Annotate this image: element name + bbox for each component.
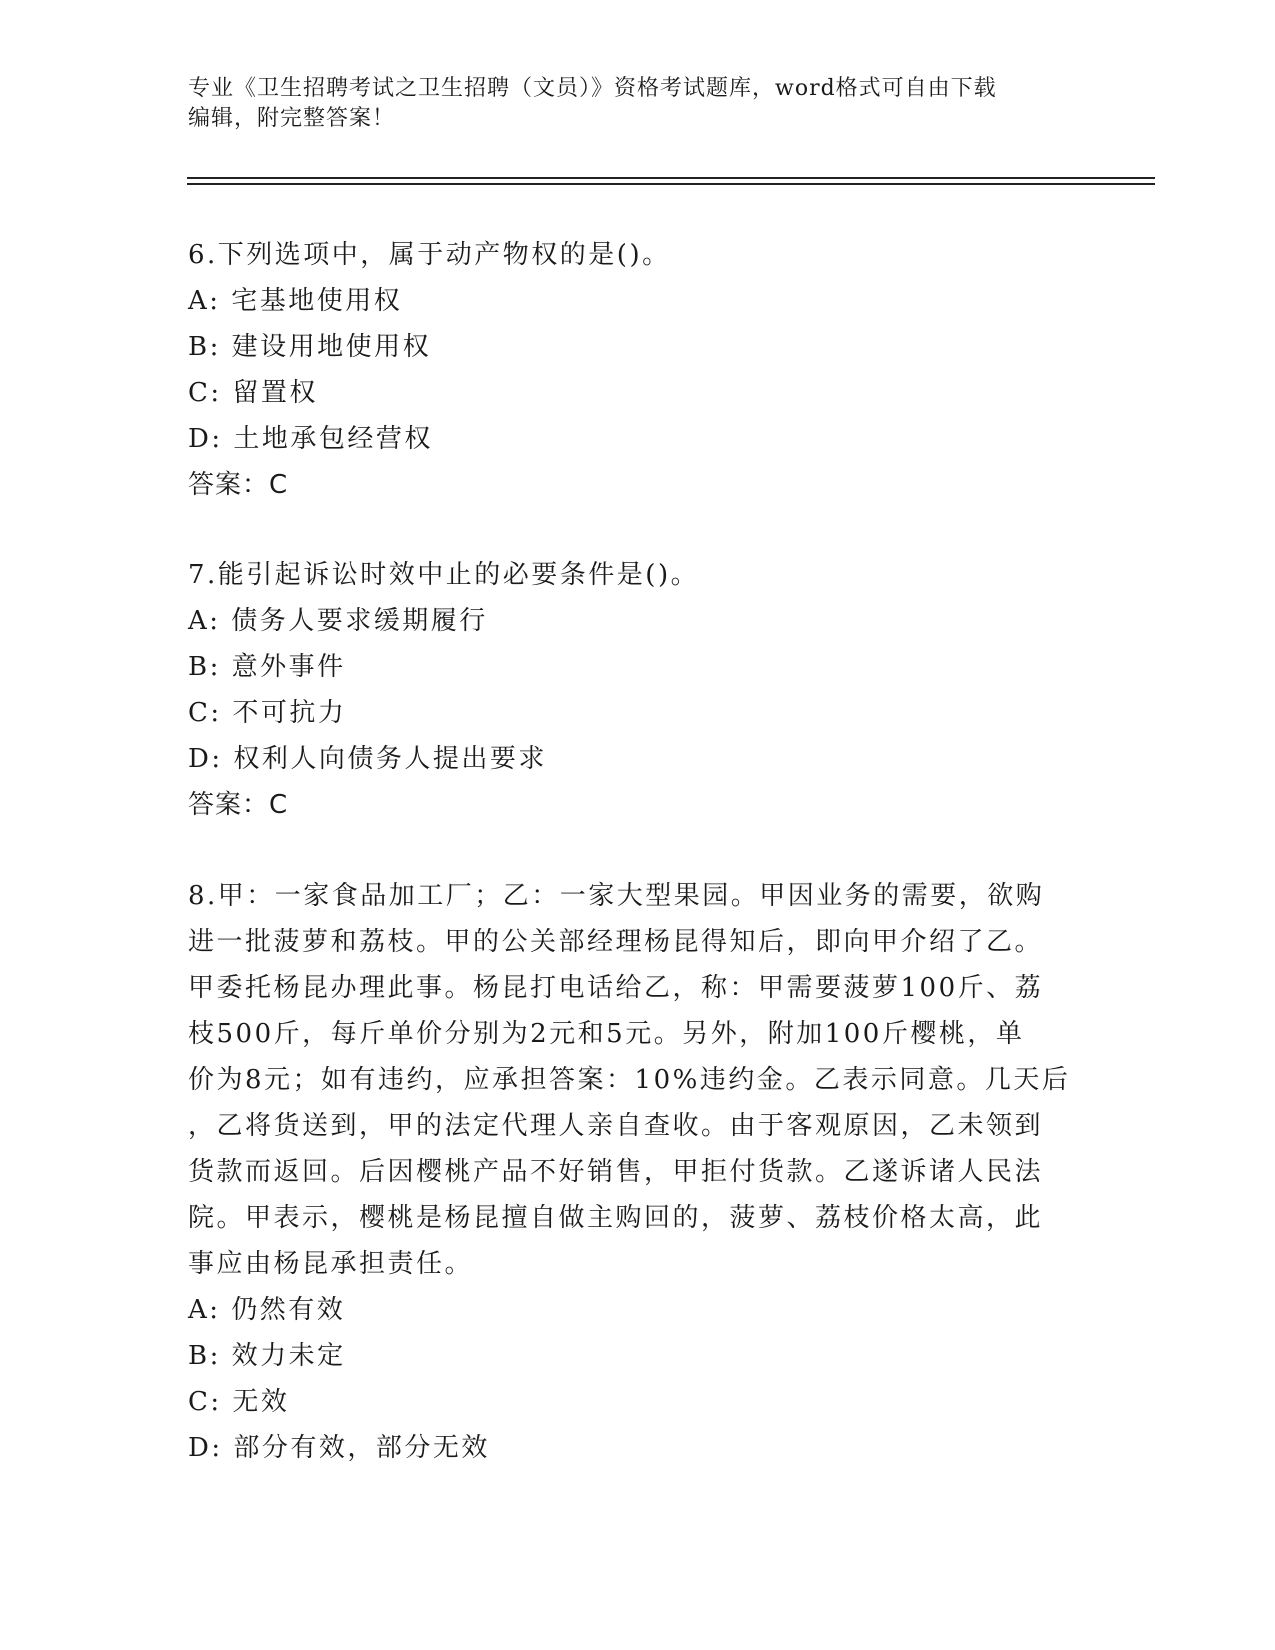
- header-line-2: 编辑，附完整答案！: [188, 106, 396, 131]
- header-line-1: 专业《卫生招聘考试之卫生招聘（文员）》资格考试题库，word格式可自由下载: [188, 76, 997, 101]
- option-b: B: 建设用地使用权: [188, 332, 432, 362]
- question-stem-line: 甲委托杨昆办理此事。杨昆打电话给乙，称：甲需要菠萝100斤、荔: [188, 973, 1044, 1003]
- question-stem-line: 枝500斤，每斤单价分别为2元和5元。另外，附加100斤樱桃，单: [188, 1019, 1025, 1049]
- option-a: A: 仍然有效: [188, 1295, 346, 1325]
- question-stem: 7.能引起诉讼时效中止的必要条件是()。: [188, 560, 700, 590]
- question-stem-line: 院。甲表示，樱桃是杨昆擅自做主购回的，菠萝、荔枝价格太高，此: [188, 1203, 1044, 1233]
- option-d: D: 部分有效，部分无效: [188, 1433, 490, 1463]
- option-b: B: 意外事件: [188, 652, 346, 682]
- answer: 答案：C: [188, 790, 289, 820]
- question-7: [188, 552, 1088, 828]
- option-d: D: 土地承包经营权: [188, 424, 433, 454]
- document-header: [188, 74, 1088, 134]
- option-c: C: 无效: [188, 1387, 290, 1417]
- option-b: B: 效力未定: [188, 1341, 346, 1371]
- question-stem-line: 进一批菠萝和荔枝。甲的公关部经理杨昆得知后，即向甲介绍了乙。: [188, 927, 1044, 957]
- question-stem-line: 事应由杨昆承担责任。: [188, 1249, 474, 1279]
- question-stem-line: ，乙将货送到，甲的法定代理人亲自查收。由于客观原因，乙未领到: [188, 1111, 1044, 1141]
- question-6: [188, 232, 1088, 508]
- question-stem: 6.下列选项中，属于动产物权的是()。: [188, 240, 671, 270]
- option-a: A: 债务人要求缓期履行: [188, 606, 488, 636]
- header-divider-top: [187, 177, 1155, 179]
- question-stem-line: 价为8元；如有违约，应承担答案：10%违约金。乙表示同意。几天后: [188, 1065, 1071, 1095]
- option-d: D: 权利人向债务人提出要求: [188, 744, 547, 774]
- question-stem-line: 货款而返回。后因樱桃产品不好销售，甲拒付货款。乙遂诉诸人民法: [188, 1157, 1044, 1187]
- option-c: C: 留置权: [188, 378, 318, 408]
- answer: 答案：C: [188, 470, 289, 500]
- question-stem-line: 8.甲：一家食品加工厂；乙：一家大型果园。甲因业务的需要，欲购: [188, 881, 1045, 911]
- question-8: [188, 873, 1088, 1471]
- header-divider-bottom: [187, 183, 1155, 185]
- option-c: C: 不可抗力: [188, 698, 347, 728]
- option-a: A: 宅基地使用权: [188, 286, 403, 316]
